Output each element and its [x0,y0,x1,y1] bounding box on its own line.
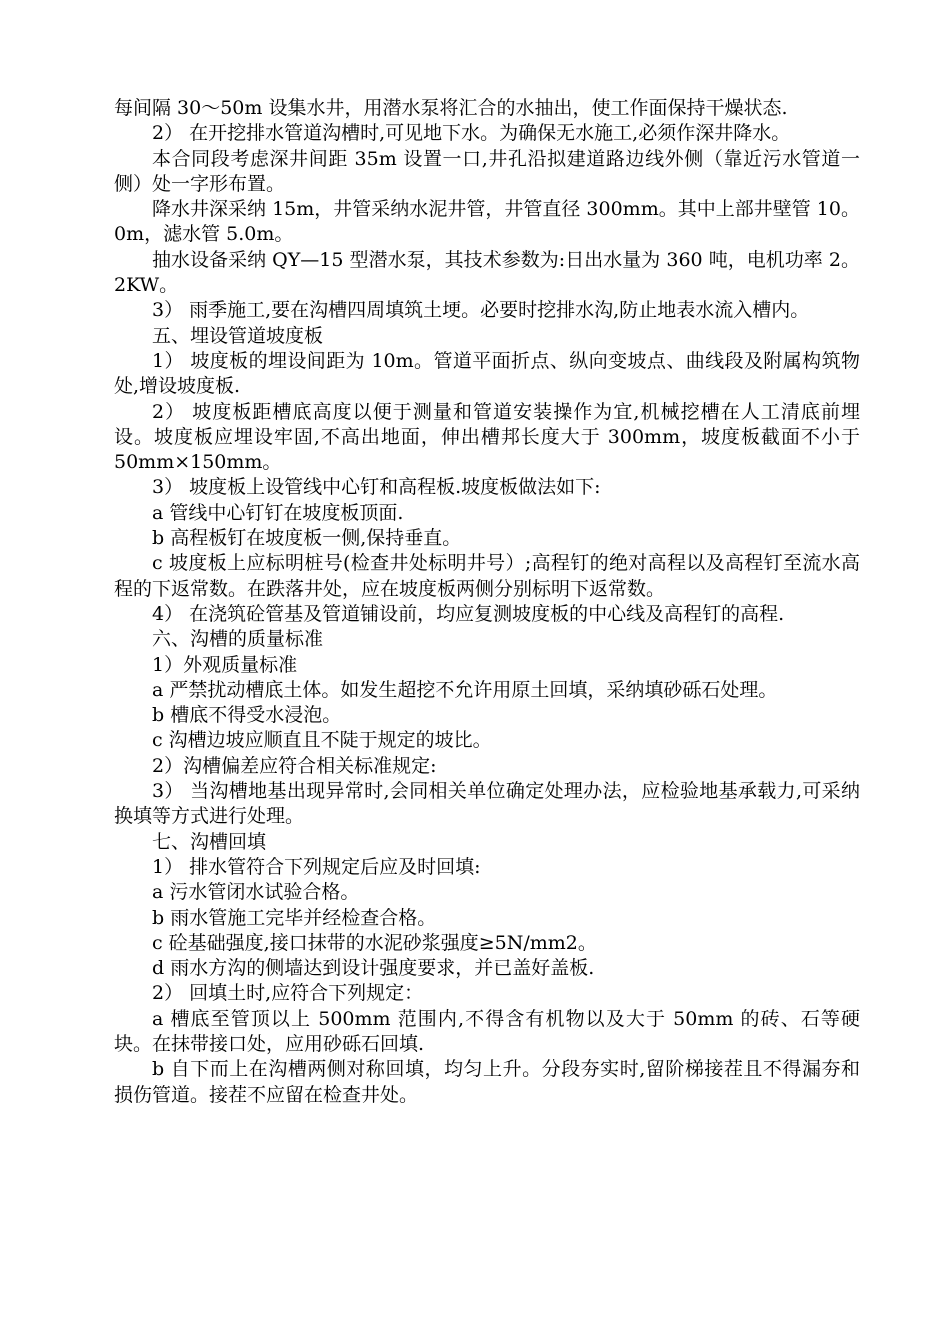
section-heading: 六、沟槽的质量标准 [152,628,324,651]
paragraph: 3） 当沟槽地基出现异常时,会同相关单位确定处理办法，应检验地基承载力,可采纳换填等方式进行处理。 [114,780,860,828]
document-body [114,96,860,1108]
paragraph: 1）外观质量标准 [152,653,298,676]
paragraph: 2）沟槽偏差应符合相关标准规定: [152,754,437,777]
paragraph: b 槽底不得受水浸泡。 [152,704,342,727]
paragraph: a 管线中心钉钉在坡度板顶面. [152,501,404,524]
paragraph: 4） 在浇筑砼管基及管道铺设前，均应复测坡度板的中心线及高程钉的高程. [152,602,785,625]
paragraph: 3） 雨季施工,要在沟槽四周填筑土埂。必要时挖排水沟,防止地表水流入槽内。 [152,299,810,322]
paragraph: 3） 坡度板上设管线中心钉和高程板.坡度板做法如下: [152,476,601,499]
paragraph: b 自下而上在沟槽两侧对称回填，均匀上升。分段夯实时,留阶梯接茬且不得漏夯和损伤管道。接茬不应留在检查井处。 [114,1058,860,1106]
paragraph: c 砼基础强度,接口抹带的水泥砂浆强度≥5N/mm2。 [152,931,597,954]
paragraph: 1） 排水管符合下列规定后应及时回填: [152,855,481,878]
paragraph: 降水井深采纳 15m，井管采纳水泥井管，井管直径 300mm。其中上部井壁管 10。0m，滤水管 5.0m。 [114,198,860,246]
paragraph: a 槽底至管顶以上 500mm 范围内,不得含有机物以及大于 50mm 的砖、石等硬块。在抹带接口处，应用砂砾石回填. [114,1007,860,1055]
paragraph: 每间隔 30～50m 设集水井，用潜水泵将汇合的水抽出，使工作面保持干燥状态. [114,97,788,119]
section-heading: 五、埋设管道坡度板 [152,324,324,347]
paragraph: 2） 回填土时,应符合下列规定： [152,982,424,1005]
paragraph: b 雨水管施工完毕并经检查合格。 [152,906,437,929]
paragraph: 2） 坡度板距槽底高度以便于测量和管道安装操作为宜,机械挖槽在人工清底前埋设。坡度板应埋设牢固,不高出地面，伸出槽邦长度大于 300mm，坡度板截面不小于 50mm×150mm。 [114,400,860,474]
paragraph: b 高程板钉在坡度板一侧,保持垂直。 [152,527,462,550]
paragraph: 本合同段考虑深井间距 35m 设置一口,井孔沿拟建道路边线外侧（靠近污水管道一侧）处一字形布置。 [114,147,860,195]
paragraph: d 雨水方沟的侧墙达到设计强度要求，并已盖好盖板. [152,957,595,980]
section-heading: 七、沟槽回填 [152,830,267,853]
paragraph: 1） 坡度板的埋设间距为 10m。管道平面折点、纵向变坡点、曲线段及附属构筑物处,增设坡度板. [114,349,860,398]
paragraph: a 严禁扰动槽底土体。如发生超挖不允许用原土回填，采纳填砂砾石处理。 [152,678,778,701]
paragraph: c 坡度板上应标明桩号(检查井处标明井号）;高程钉的绝对高程以及高程钉至流水高程的下返常数。在跌落井处，应在坡度板两侧分别标明下返常数。 [114,552,860,600]
paragraph: c 沟槽边坡应顺直且不陡于规定的坡比。 [152,729,492,752]
paragraph: 2） 在开挖排水管道沟槽时,可见地下水。为确保无水施工,必须作深井降水。 [152,122,791,145]
paragraph: 抽水设备采纳 QY—15 型潜水泵，其技术参数为:日出水量为 360 吨，电机功率 2。2KW。 [114,248,860,297]
paragraph: a 污水管闭水试验合格。 [152,881,360,904]
